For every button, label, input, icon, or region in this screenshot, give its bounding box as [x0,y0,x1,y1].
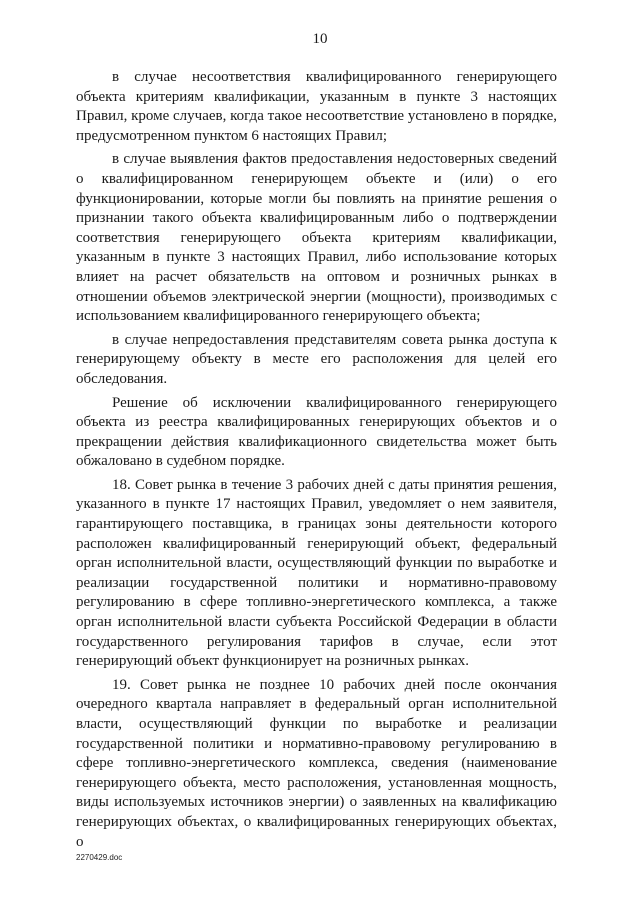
paragraph-section-18: 18. Совет рынка в течение 3 рабочих дней с даты принятия решения, указанного в пункте 17 настоящих Правил, уведомляет о нем заявителя, гарантирующего поставщика, в границах зоны деятельности которого расположен квалифицированный генерирующий объект, федеральный орган исполнительной власти, осуществляющий функции по выработке и реализации государственной политики и нормативно-правовому регулированию в сфере топливно-энергетического комплекса, а также орган исполнительной власти субъекта Российской Федерации в области государственного регулирования тарифов в случае, если этот генерирующий объект функционирует на розничных рынках. [76,476,557,670]
paragraph-section-19: 19. Совет рынка не позднее 10 рабочих дней после окончания очередного квартала направляет в федеральный орган исполнительной власти, осуществляющий функции по выработке и реализации государственной политики и нормативно-правовому регулированию в сфере топливно-энергетического комплекса, сведения (наименование генерирующего объекта, место расположения, установленная мощность, виды используемых источников энергии) о заявленных на квалификацию генерирующих объектах, о квалифицированных генерирующих объектах, о [76,676,557,850]
document-filename: 2270429.doc [76,853,123,862]
document-body [76,68,557,856]
paragraph-nonconformity: в случае несоответствия квалифицированного генерирующего объекта критериям квалификации, указанным в пункте 3 настоящих Правил, кроме случаев, когда такое несоответствие установлено в порядке, предусмотренном пунктом 6 настоящих Правил; [76,69,557,144]
paragraph-access-denied: в случае непредоставления представителям совета рынка доступа к генерирующему объекту в месте его расположения для целей его обследования. [76,331,557,387]
paragraph-false-information: в случае выявления фактов предоставления недостоверных сведений о квалифицированном генерирующем объекте и (или) о его функционировании, которые могли бы повлиять на принятие решения о признании такого объекта квалифицированным либо о подтверждении соответствия генерирующего объекта критериям квалификации, указанным в пункте 3 настоящих Правил, либо использование которых влияет на расчет обязательств на оптовом и розничных рынках в отношении объемов электрической энергии (мощности), производимых с использованием квалифицированного генерирующего объекта; [76,151,557,325]
paragraph-appeal: Решение об исключении квалифицированного генерирующего объекта из реестра квалифицированных генерирующих объектов и о прекращении действия квалификационного свидетельства может быть обжаловано в судебном порядке. [76,394,557,470]
page-number: 10 [312,31,328,47]
